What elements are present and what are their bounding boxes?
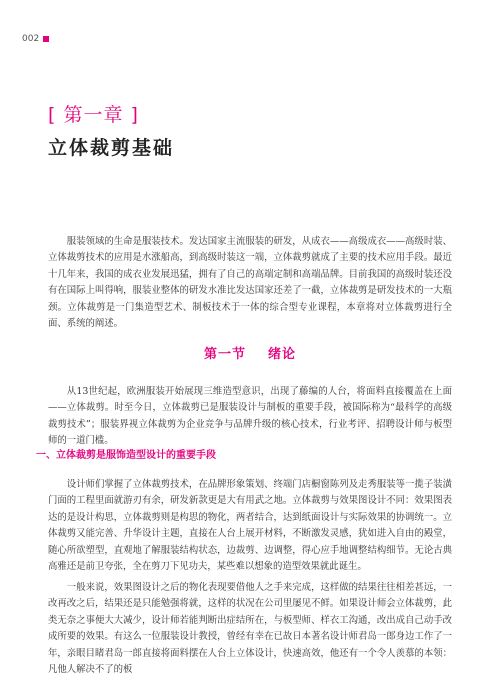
page-number-text: 002 <box>22 34 40 44</box>
intro-paragraph: 服装领域的生命是服装技术。发达国家主流服装的研发，从成衣——高级成衣——高级时装、立体裁剪技术的应用是水涨船高，到高级时装这一端，立体裁剪就成了主要的技术应用手段。最近十几年来，我国的成衣业发展迅猛，拥有了自己的高端定制和高端品牌。目前我国的高级时装还没有在国际上叫得响，服装业整体的研发水准比发达国家还差了一截，立体裁剪是研发技术的一大瓶颈。立体裁剪是一门集造型艺术、制板技术于一体的综合型专业课程，本章将对立体裁剪进行全面、系统的阐述。 <box>48 236 452 330</box>
section-paragraph: 从13世纪起，欧洲服装开始展现三维造型意识，出现了藤编的人台，将面料直接覆盖在上面——立体裁剪。时至今日，立体裁剪已是服装设计与制板的重要手段，被国际称为“最科学的高级裁剪技术”；服装界视立体裁剪为企业竞争与品牌升级的核心技术，行业考评、招聘设计师与板型师的一道门槛。 <box>48 386 452 447</box>
page-number <box>22 34 49 44</box>
subsection-paragraph-1: 设计师们掌握了立体裁剪技术，在品牌形象策划、终端门店橱窗陈列及走秀服装等一揽子装潢门面的工程里面就游刃有余，研发新款更是大有用武之地。立体裁剪与效果图设计不同：效果图表达的是设计构思，立体裁剪则是构思的物化，两者结合，达到纸面设计与实际效果的协调统一。立体裁剪又能完善、升华设计主题，直接在人台上展开材料，不断激发灵感，犹如进入自由的殿堂，随心所欲塑型，直观地了解服装结构状态，边裁剪、边调整，得心应手地调整结构细节。无论古典高雅还是前卫夸张，全在剪刀下见功夫，某些难以想象的造型效果就此诞生。 <box>48 479 452 573</box>
subsection-heading: 一、立体裁剪是服饰造型设计的重要手段 <box>36 450 216 461</box>
section-heading: 第一节 绪论 <box>203 347 297 362</box>
chapter-label: [ 第一章 ] <box>48 104 139 126</box>
page-marker-square <box>43 36 49 42</box>
chapter-title: 立体裁剪基础 <box>48 137 175 159</box>
subsection-paragraph-2: 一般来说，效果图设计之后的物化表现要借他人之手来完成，这样做的结果往往相差甚远，一改再改之后，结果还是只能勉强将就，这样的状况在公司里屡见不鲜。如果设计师会立体裁剪，此类无奈之事便大大减少，设计师若能判断出症结所在，与板型师、样衣工沟通，改出成自己动手改成所要的效果。有这么一位服装设计教授，曾经有幸在已故日本著名设计师君岛一郎身边工作了一年，亲眼目睹君岛一郎直接将面料摆在人台上立体设计，快速高效，他还有一个令人羡慕的本领：凡他人解决不了的板 <box>48 582 452 676</box>
